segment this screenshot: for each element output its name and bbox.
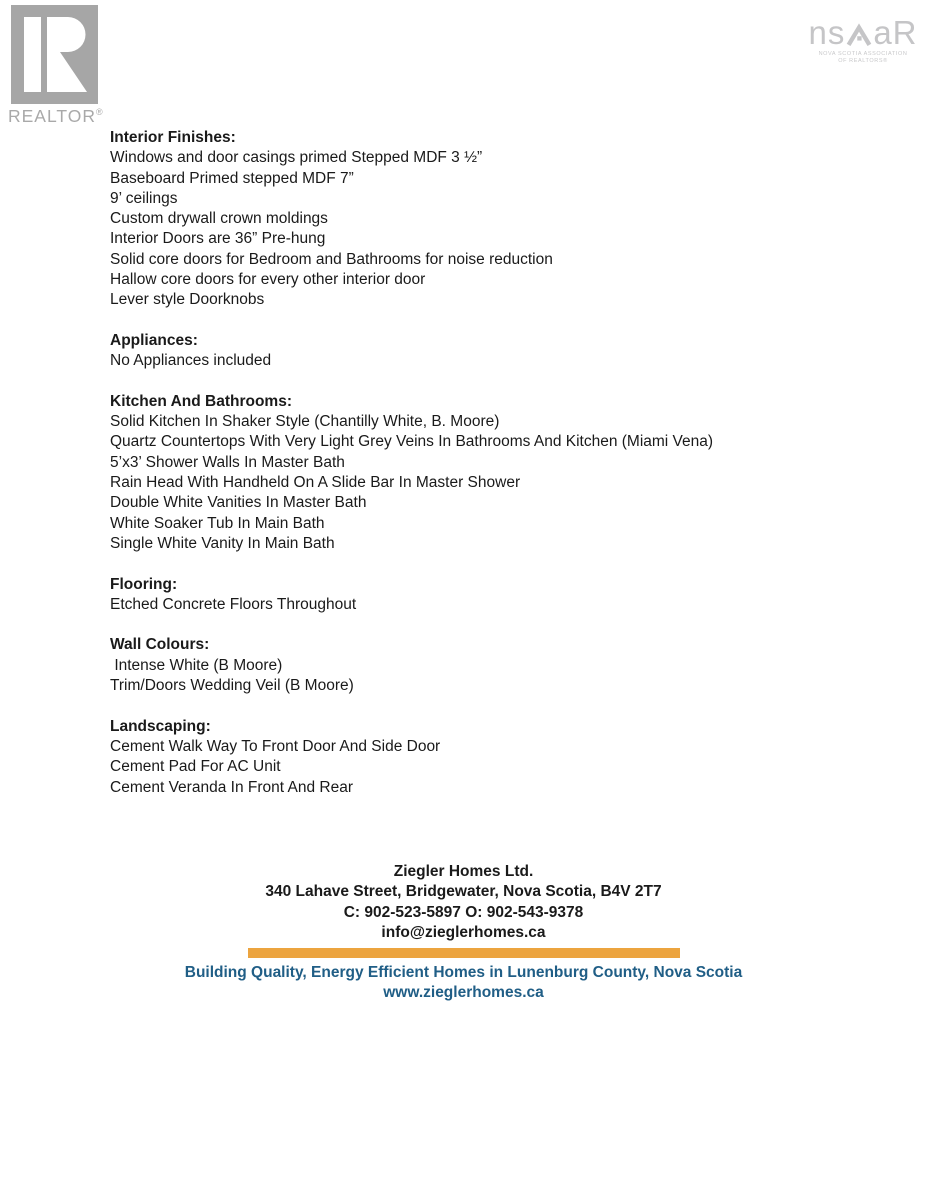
- section-heading: Landscaping:: [110, 717, 211, 735]
- feature-line: Solid core doors for Bedroom and Bathrooms for noise reduction: [110, 250, 553, 268]
- footer: [0, 862, 927, 1004]
- section-heading: Flooring:: [110, 575, 178, 593]
- feature-line: Hallow core doors for every other interior door: [110, 271, 426, 289]
- section-heading: Appliances:: [110, 331, 198, 349]
- orange-divider: [248, 948, 680, 958]
- feature-line: Trim/Doors Wedding Veil (B Moore): [110, 677, 354, 695]
- company-phones: C: 902-523-5897 O: 902-543-9378: [343, 903, 584, 921]
- feature-line: Etched Concrete Floors Throughout: [110, 595, 357, 613]
- feature-line: Rain Head With Handheld On A Slide Bar In Master Shower: [110, 474, 521, 492]
- feature-line: Interior Doors are 36” Pre-hung: [110, 230, 326, 248]
- sections: [110, 128, 830, 798]
- feature-line: Double White Vanities In Master Bath: [110, 494, 367, 512]
- feature-line: Baseboard Primed stepped MDF 7”: [110, 169, 354, 187]
- realtor-logo-label: REALTOR®: [8, 106, 104, 126]
- feature-line: 9’ ceilings: [110, 189, 178, 207]
- section: [110, 392, 830, 554]
- nsar-subtext-line1: NOVA SCOTIA ASSOCIATION: [818, 51, 908, 57]
- section: [110, 575, 830, 616]
- company-email: info@zieglerhomes.ca: [381, 923, 546, 941]
- house-icon: [846, 23, 872, 46]
- section: [110, 128, 830, 311]
- company-tagline: Building Quality, Energy Efficient Homes in Lunenburg County, Nova Scotia: [184, 964, 743, 982]
- feature-line: Cement Veranda In Front And Rear: [110, 778, 353, 796]
- section: [110, 717, 830, 798]
- nsar-logo: [808, 14, 918, 64]
- section-heading: Kitchen And Bathrooms:: [110, 392, 292, 410]
- feature-line: Cement Pad For AC Unit: [110, 758, 281, 776]
- section-heading: Interior Finishes:: [110, 129, 236, 146]
- feature-line: Intense White (B Moore): [110, 656, 283, 674]
- registered-mark: ®: [96, 107, 104, 118]
- feature-line: 5’x3’ Shower Walls In Master Bath: [110, 453, 345, 471]
- feature-line: Lever style Doorknobs: [110, 291, 265, 309]
- feature-line: Windows and door casings primed Stepped MDF 3 ½”: [110, 149, 483, 167]
- section-heading: Wall Colours:: [110, 636, 210, 654]
- feature-line: Solid Kitchen In Shaker Style (Chantilly White, B. Moore): [110, 413, 500, 431]
- section: [110, 331, 830, 372]
- company-name: Ziegler Homes Ltd.: [393, 863, 534, 880]
- feature-line: Custom drywall crown moldings: [110, 210, 328, 228]
- section: [110, 635, 830, 696]
- feature-line: No Appliances included: [110, 352, 272, 370]
- feature-line: White Soaker Tub In Main Bath: [110, 514, 325, 532]
- nsar-subtext-line2: OF REALTORS®: [838, 57, 888, 64]
- nsar-wordmark: [808, 14, 918, 51]
- nsar-letters-right: aR: [873, 14, 918, 51]
- realtor-logo: [8, 5, 108, 127]
- feature-line: Quartz Countertops With Very Light Grey Veins In Bathrooms And Kitchen (Miami Vena): [110, 433, 714, 451]
- nsar-letters-left: ns: [808, 14, 846, 51]
- feature-line: Cement Walk Way To Front Door And Side Door: [110, 737, 441, 755]
- feature-line: Single White Vanity In Main Bath: [110, 534, 335, 552]
- realtor-r-icon: [11, 5, 98, 104]
- company-website: www.zieglerhomes.ca: [383, 984, 544, 1002]
- company-address: 340 Lahave Street, Bridgewater, Nova Scotia, B4V 2T7: [265, 883, 662, 901]
